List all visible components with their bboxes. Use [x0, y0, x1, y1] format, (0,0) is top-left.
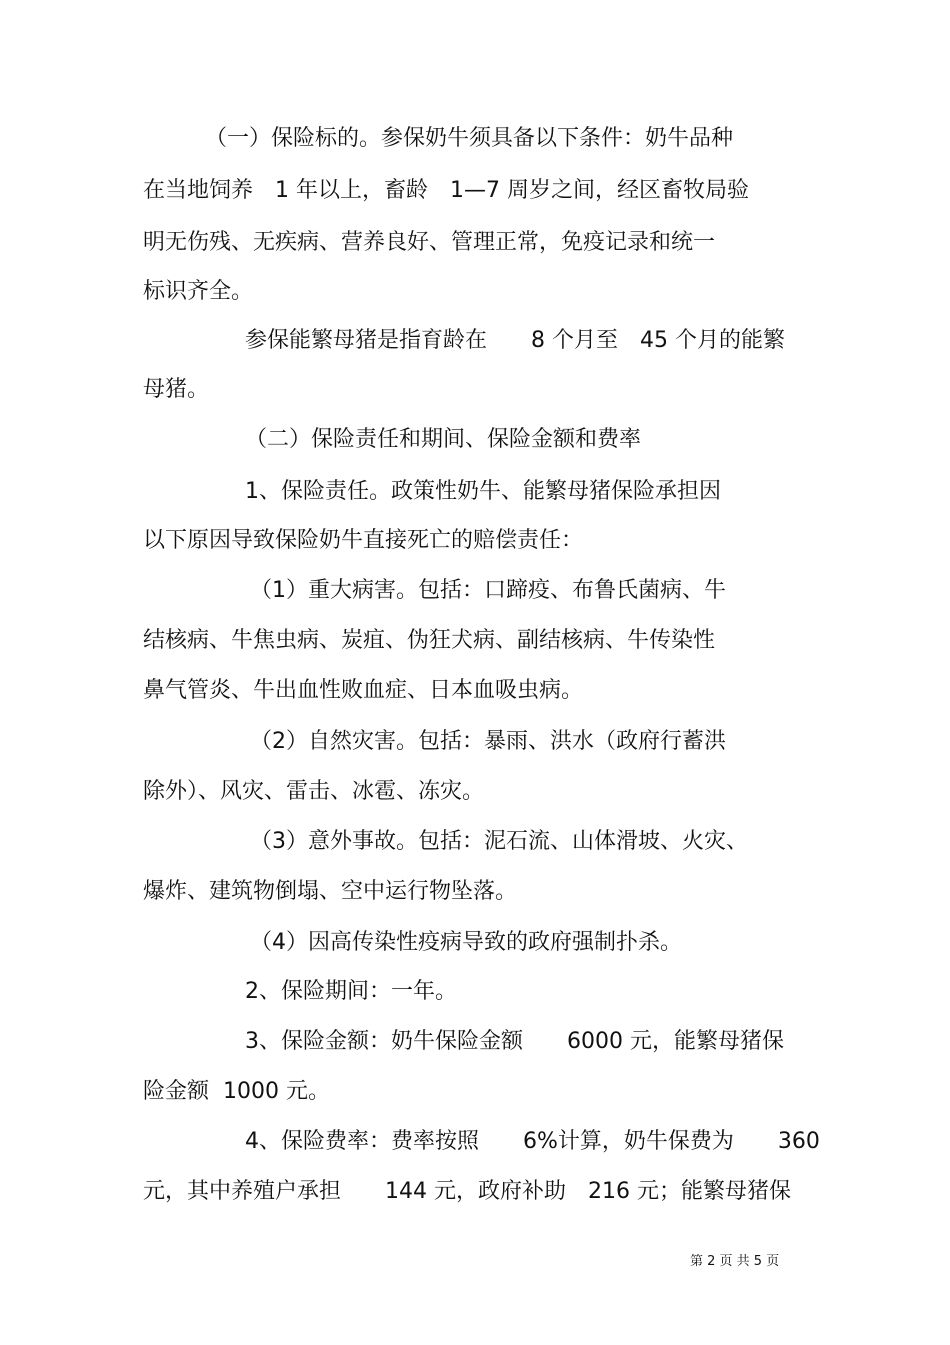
text-line: 元，其中养殖户承担 144 元，政府补助 216 元；能繁母猪保	[143, 1179, 791, 1204]
text-line: （3）意外事故。包括：泥石流、山体滑坡、火灾、	[250, 829, 748, 854]
text-line: 3、保险金额：奶牛保险金额 6000 元，能繁母猪保	[245, 1029, 784, 1054]
text-line: 参保能繁母猪是指育龄在 8 个月至 45 个月的能繁	[245, 328, 785, 353]
text-line: 母猪。	[143, 377, 210, 402]
text-line: 2、保险期间：一年。	[245, 979, 457, 1004]
text-line: 险金额 1000 元。	[143, 1079, 330, 1104]
text-line: （一）保险标的。参保奶牛须具备以下条件：奶牛品种	[205, 126, 734, 151]
text-line: （1）重大病害。包括：口蹄疫、布鲁氏菌病、牛	[250, 578, 726, 603]
text-line: 鼻气管炎、牛出血性败血症、日本血吸虫病。	[143, 678, 584, 703]
text-line: 以下原因导致保险奶牛直接死亡的赔偿责任：	[143, 528, 584, 553]
text-line: 在当地饲养 1 年以上，畜龄 1—7 周岁之间，经区畜牧局验	[143, 178, 749, 203]
text-line: （4）因高传染性疫病导致的政府强制扑杀。	[250, 930, 682, 955]
text-line: 爆炸、建筑物倒塌、空中运行物坠落。	[143, 879, 518, 904]
text-line: （2）自然灾害。包括：暴雨、洪水（政府行蓄洪	[250, 729, 726, 754]
section-heading: （二）保险责任和期间、保险金额和费率	[245, 427, 642, 452]
text-line: 结核病、牛焦虫病、炭疽、伪狂犬病、副结核病、牛传染性	[143, 628, 716, 653]
text-line: 标识齐全。	[143, 279, 254, 304]
text-line: 除外）、风灾、雷击、冰雹、冻灾。	[143, 779, 485, 804]
page-footer: 第 2 页 共 5 页	[690, 1254, 780, 1269]
text-line: 明无伤残、无疾病、营养良好、管理正常，免疫记录和统一	[143, 230, 716, 255]
text-line: 1、保险责任。政策性奶牛、能繁母猪保险承担因	[245, 479, 721, 504]
text-line: 4、保险费率：费率按照 6%计算，奶牛保费为 360	[245, 1129, 820, 1154]
